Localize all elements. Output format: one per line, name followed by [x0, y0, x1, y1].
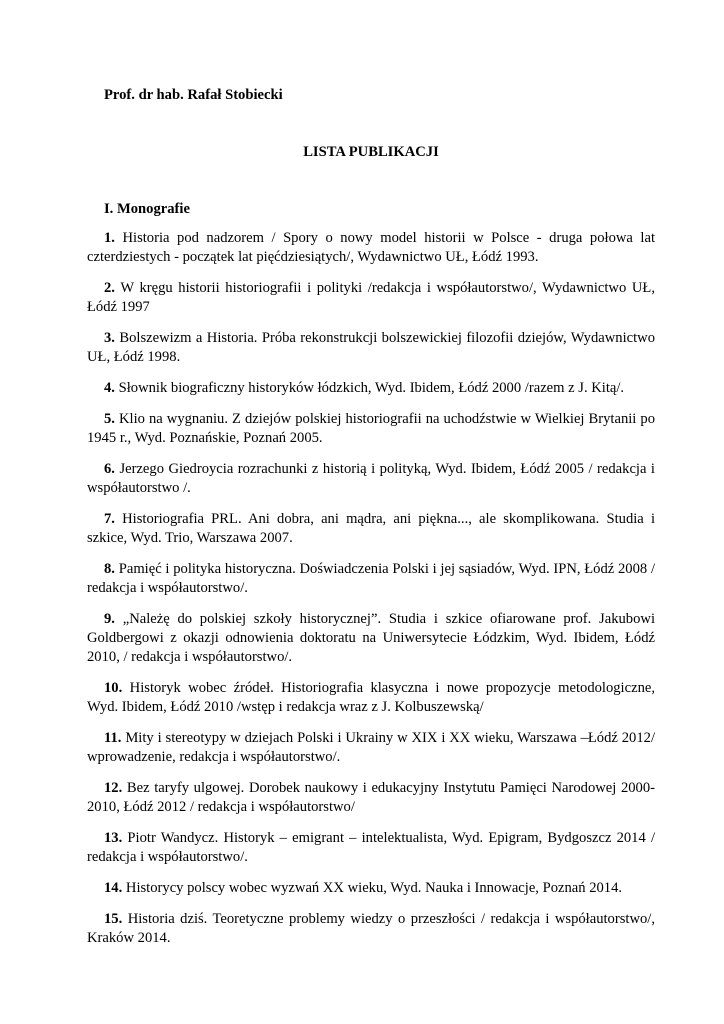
- entry-text: Klio na wygnaniu. Z dziejów polskiej historiografii na uchodźstwie w Wielkiej Brytanii po 1945 r., Wyd. Poznańskie, Poznań 2005.: [87, 411, 655, 446]
- entry-number: 5.: [104, 411, 115, 427]
- entry-text: Bez taryfy ulgowej. Dorobek naukowy i edukacyjny Instytutu Pamięci Narodowej 2000-2010, Łódź 2012 / redakcja i współautorstwo/: [87, 780, 655, 815]
- entry-text: „Należę do polskiej szkoły historycznej”. Studia i szkice ofiarowane prof. Jakubowi Goldbergowi z okazji odnowienia doktoratu na Uniwersytecie Łódzkim, Wyd. Ibidem, Łódź 2010, / redakcja i współautorstwo/.: [87, 611, 655, 665]
- section-heading: I. Monografie: [104, 201, 190, 217]
- list-item: [87, 379, 655, 398]
- list-item: [87, 229, 655, 267]
- entry-text: W kręgu historii historiografii i polityki /redakcja i współautorstwo/, Wydawnictwo UŁ, Łódź 1997: [87, 280, 655, 315]
- list-item: [87, 729, 655, 767]
- list-item: [87, 460, 655, 498]
- entry-number: 15.: [104, 911, 123, 927]
- entry-number: 6.: [104, 461, 115, 477]
- document-page: [87, 86, 655, 960]
- list-item: [87, 279, 655, 317]
- page-title: LISTA PUBLIKACJI: [303, 144, 439, 160]
- entry-number: 13.: [104, 830, 123, 846]
- list-item: [87, 879, 655, 898]
- list-item: [87, 329, 655, 367]
- entry-text: Historia pod nadzorem / Spory o nowy model historii w Polsce - druga połowa lat czterdziestych - początek lat pięćdziesiątych/, Wydawnictwo UŁ, Łódź 1993.: [87, 230, 655, 265]
- list-item: [87, 610, 655, 667]
- entry-number: 3.: [104, 330, 115, 346]
- author-name: Prof. dr hab. Rafał Stobiecki: [104, 87, 283, 103]
- list-item: [87, 910, 655, 948]
- entry-number: 12.: [104, 780, 123, 796]
- entry-text: Historia dziś. Teoretyczne problemy wiedzy o przeszłości / redakcja i współautorstwo/, Kraków 2014.: [87, 911, 655, 946]
- entry-text: Bolszewizm a Historia. Próba rekonstrukcji bolszewickiej filozofii dziejów, Wydawnictwo UŁ, Łódź 1998.: [87, 330, 655, 365]
- list-item: [87, 410, 655, 448]
- entry-text: Historyk wobec źródeł. Historiografia klasyczna i nowe propozycje metodologiczne, Wyd. Ibidem, Łódź 2010 /wstęp i redakcja wraz z J. Kolbuszewską/: [87, 680, 655, 715]
- entry-text: Pamięć i polityka historyczna. Doświadczenia Polski i jej sąsiadów, Wyd. IPN, Łódź 2008 / redakcja i współautorstwo/.: [87, 561, 656, 596]
- list-item: [87, 560, 655, 598]
- entry-number: 8.: [104, 561, 115, 577]
- entry-number: 7.: [104, 511, 115, 527]
- list-item: [87, 510, 655, 548]
- entry-number: 1.: [104, 230, 115, 246]
- entry-number: 2.: [104, 280, 115, 296]
- entry-number: 4.: [104, 380, 115, 396]
- list-item: [87, 679, 655, 717]
- publication-list: [87, 229, 655, 948]
- entry-number: 11.: [104, 730, 122, 746]
- entry-text: Słownik biograficzny historyków łódzkich, Wyd. Ibidem, Łódź 2000 /razem z J. Kitą/.: [118, 380, 625, 396]
- entry-text: Mity i stereotypy w dziejach Polski i Ukrainy w XIX i XX wieku, Warszawa –Łódź 2012/ wprowadzenie, redakcja i współautorstwo/.: [87, 730, 655, 765]
- entry-text: Jerzego Giedroycia rozrachunki z historią i polityką, Wyd. Ibidem, Łódź 2005 / redakcja i współautorstwo /.: [87, 461, 655, 496]
- entry-number: 9.: [104, 611, 115, 627]
- entry-text: Historycy polscy wobec wyzwań XX wieku, Wyd. Nauka i Innowacje, Poznań 2014.: [125, 880, 623, 896]
- entry-text: Piotr Wandycz. Historyk – emigrant – intelektualista, Wyd. Epigram, Bydgoszcz 2014 / redakcja i współautorstwo/.: [87, 830, 655, 865]
- entry-number: 10.: [104, 680, 123, 696]
- list-item: [87, 829, 655, 867]
- list-item: [87, 779, 655, 817]
- entry-text: Historiografia PRL. Ani dobra, ani mądra, ani piękna..., ale skomplikowana. Studia i szkice, Wyd. Trio, Warszawa 2007.: [87, 511, 655, 546]
- entry-number: 14.: [104, 880, 123, 896]
